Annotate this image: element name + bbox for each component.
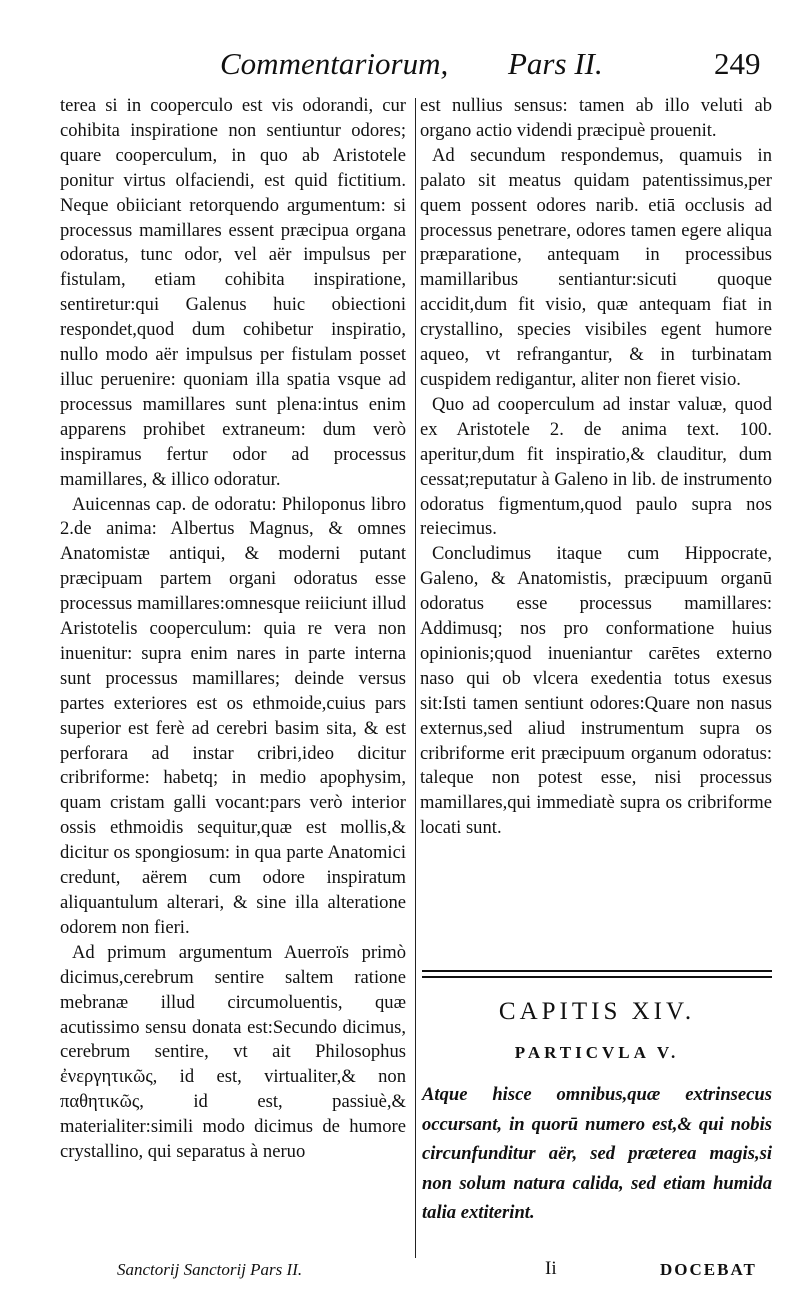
page-number: 249 [714, 46, 761, 81]
signature-line: Sanctorij Sanctorij Pars II. [117, 1260, 303, 1279]
catchword: DOCEBAT [660, 1260, 757, 1279]
paragraph: Concludimus itaque cum Hippocrate, Galeno, & Anatomistis, præcipuum organū odoratus esse processus mamillares: Addimusq; nos pro conformatione huius opinionis;quod inueniantur carētes externo naso qui ob vlcera exedentia totus exesus sit:Isti tamen sentiunt odores:Quare non nasus externus,sed aliud instrumentum supra os cribriforme erit præcipuum organum odoratus: taleque non potest esse, nisi processus mamillares,qui immediatè supra os cribriforme locati sunt. [420, 543, 772, 839]
chapter-text: Atque hisce omnibus,quæ extrinsecus occursant, in quorū numero est,& qui nobis circunfunditur aër, sed præterea magis,si non solum natura calida, sed etiam humida talia extiterint. [422, 1084, 772, 1223]
paragraph: Ad secundum respondemus, quamuis in palato sit meatus quidam patentissimus,per quem possent odores narib. etiā occlusis ad processus penetrare, odores tamen egere aliqua præparatione, antequam in processibus mamillaribus sentiantur:sicuti quoque accidit,dum fit visio, quæ antequam fiat in crystallino, species visibiles egent humore aqueo, vt refrangantur, & in turbinatam cuspidem redigantur, aliter non fieret visio. [420, 144, 772, 390]
running-title: Commentariorum, [220, 46, 449, 81]
paragraph: terea si in cooperculo est vis odorandi, cur cohibita inspiratione non sentiuntur odores; quare cooperculum, in quo ab Aristotele ponitur virtus olfaciendi, est quid fictitium. Neque obiiciant retorquendo argumentum: si processus mamillares essent præcipua organa odoratus, tunc odor, vel aër impulsus per fistulam, etiam cohibita inspiratione, sentiretur:qui Galenus huic obiectioni respondet,quod dum cohibetur inspiratio, nullo modo aër impulsus per fistulam posset illuc peruenire: quoniam illa spatia vsque ad processus mamillares sunt plena:intus enim apparens prohibet extraneum: dum verò inspiramus fertur odor ad processus mamillares, & illico odoratur. [60, 95, 406, 490]
right-column [420, 94, 772, 841]
column-divider [415, 98, 416, 1258]
paragraph: Ad primum argumentum Auerroïs primò dicimus,cerebrum sentire saltem ratione mebranæ illud circumoluentis, quæ acutissimo sensu donata est:Secundo dicimus, cerebrum sentire, vt ait Philosophus ἐνεργητικῶς, id est, virtualiter,& non παθητικῶς, id est, passiuè,& materialiter:simili modo dicimus de humore crystallino, qui separatus à neruo [60, 941, 406, 1163]
signature-mark: Ii [545, 1258, 557, 1279]
section-rule [422, 976, 772, 978]
running-part: Pars II. [508, 46, 603, 81]
paragraph: Auicennas cap. de odoratu: Philoponus libro 2.de anima: Albertus Magnus, & omnes Anatomistæ antiqui, & moderni putant præcipuam partem organi odoratus esse processus mamillares:omnesque reiiciunt illud Aristotelis cooperculum: quia re vera non inuenitur: supra enim nares in parte interna sunt processus mamillares; deinde versus partes exteriores est os ethmoide,cuius pars superior est ferè ad cerebri basim sita, & est perforara ad instar cribri,ideo dicitur cribriforme: habetq; in medio apophysim, quam cristam galli vocant:pars verò interior ossis ethmoidis sequitur,quæ est mollis,& dicitur os spongiosum: in qua parte Anatomici credunt, aërem cum odore inspiratum aliquantulum alterari, & sine illa alteratione odorem non fieri. [60, 493, 406, 938]
paragraph: Quo ad cooperculum ad instar valuæ, quod ex Aristotele 2. de anima text. 100. aperitur,dum fit inspiratio,& clauditur, dum cessat;reputatur à Galeno in lib. de instrumento odoratus figmentum,quod paulo supra nos reiecimus. [420, 393, 772, 540]
paragraph: est nullius sensus: tamen ab illo veluti ab organo actio videndi præcipuè prouenit. [420, 95, 772, 141]
chapter-heading: CAPITIS XIV. [498, 998, 696, 1025]
particula-heading: PARTICVLA V. [514, 1043, 680, 1062]
section-rule [422, 970, 772, 972]
left-column [60, 94, 406, 1165]
